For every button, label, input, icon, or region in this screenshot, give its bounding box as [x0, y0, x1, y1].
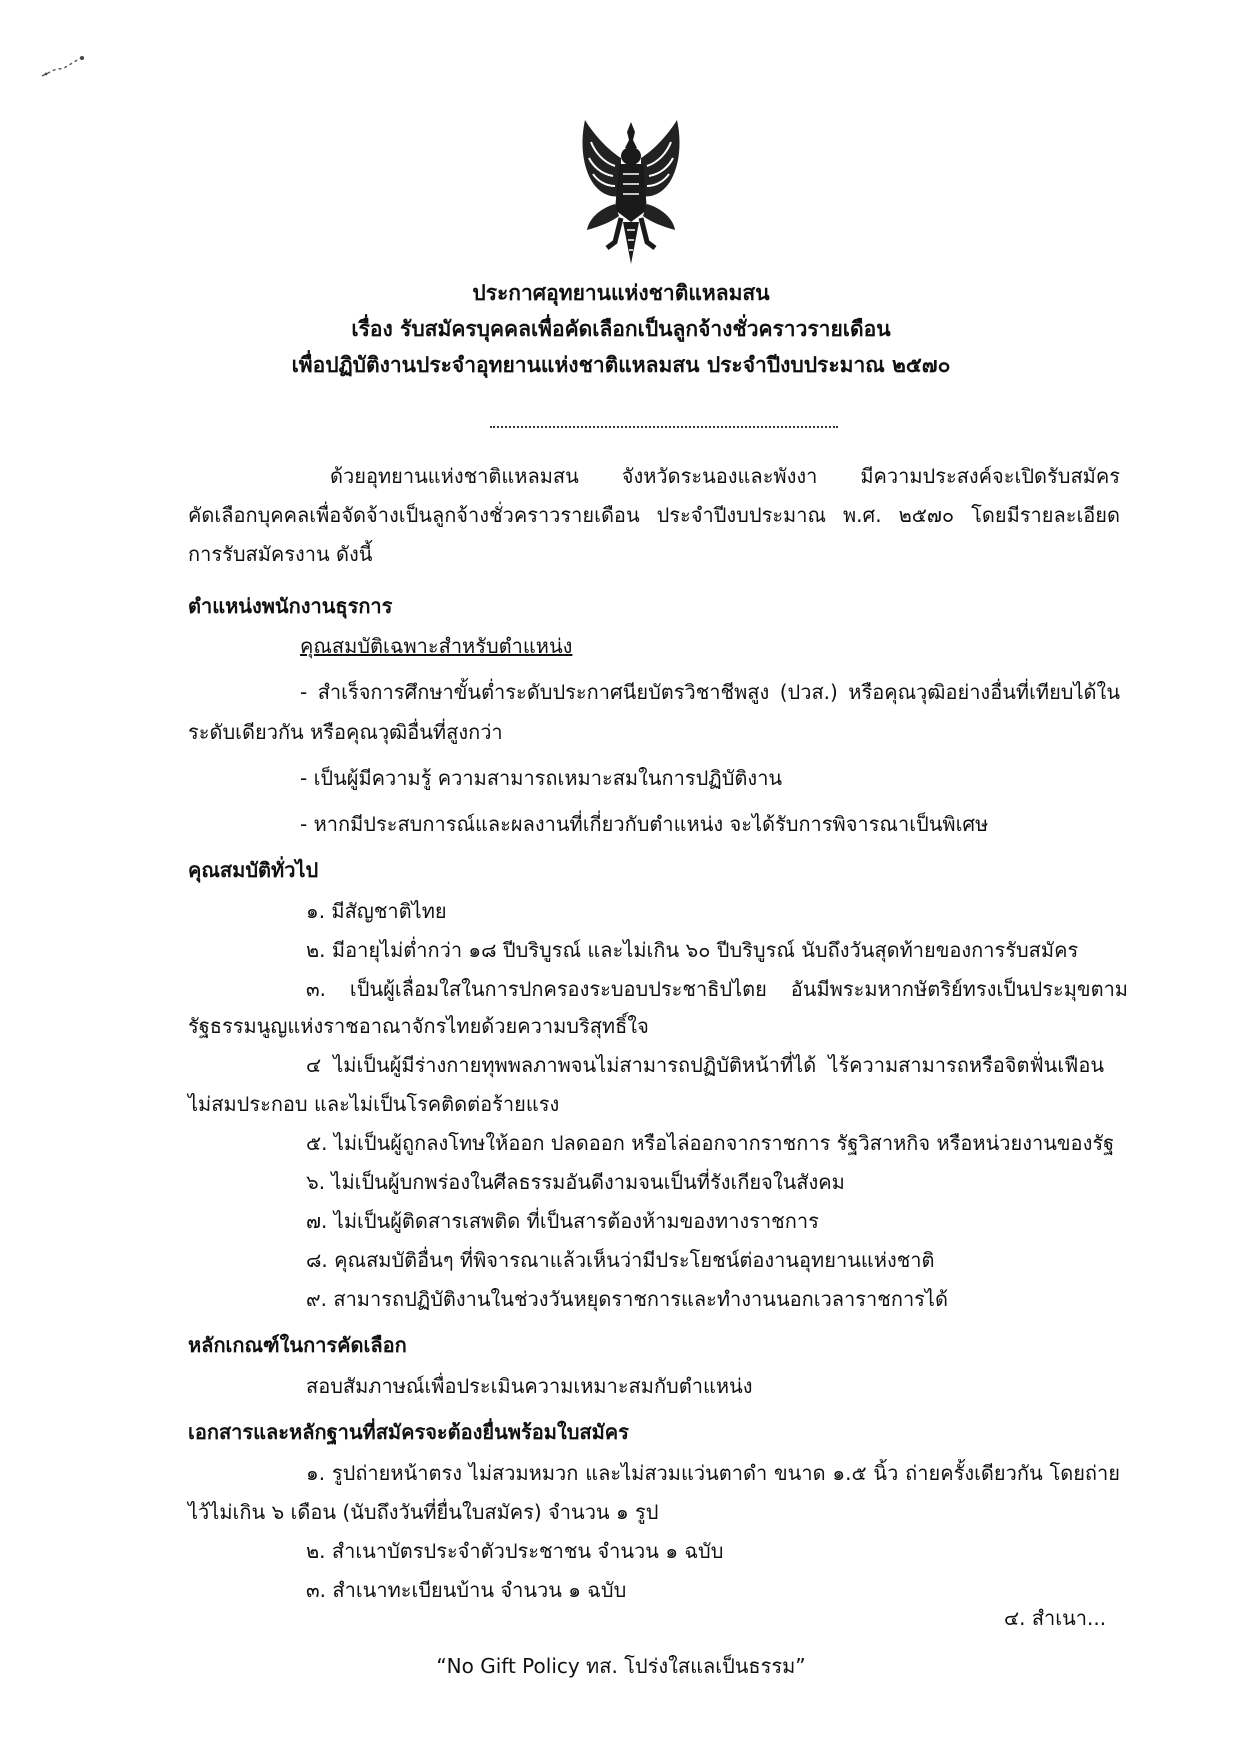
position-qualification-2: - เป็นผู้มีความรู้ ความสามารถเหมาะสมในการปฏิบัติงาน [300, 766, 783, 790]
criteria-heading: หลักเกณฑ์ในการคัดเลือก [188, 1333, 407, 1357]
footer-slogan: “No Gift Policy ทส. โปร่งใสแลเป็นธรรม” [436, 1654, 806, 1678]
documents-item-1a: ๑. รูปถ่ายหน้าตรง ไม่สวมหมวก และไม่สวมแว่นตาดำ ขนาด ๑.๕ นิ้ว ถ่ายครั้งเดียวกัน โดยถ่าย [306, 1461, 1120, 1485]
criteria-text: สอบสัมภาษณ์เพื่อประเมินความเหมาะสมกับตำแหน่ง [306, 1374, 753, 1398]
general-item-4a: ๔ ไม่เป็นผู้มีร่างกายทุพพลภาพจนไม่สามารถปฏิบัติหน้าที่ได้ ไร้ความสามารถหรือจิตฟั่นเฟือน [306, 1053, 1104, 1077]
documents-heading: เอกสารและหลักฐานที่สมัครจะต้องยื่นพร้อมใบสมัคร [188, 1420, 629, 1444]
general-item-3a: ๓. เป็นผู้เลื่อมใสในการปกครองระบอบประชาธิปไตย อันมีพระมหากษัตริย์ทรงเป็นประมุขตาม [306, 977, 1128, 1001]
general-item-9: ๙. สามารถปฏิบัติงานในช่วงวันหยุดราชการและทำงานนอกเวลาราชการได้ [306, 1287, 948, 1311]
general-item-3b: รัฐธรรมนูญแห่งราชอาณาจักรไทยด้วยความบริสุทธิ์ใจ [188, 1014, 649, 1038]
continued-marker: ๔. สำเนา... [1004, 1606, 1107, 1630]
intro-line-1: ด้วยอุทยานแห่งชาติแหลมสน จังหวัดระนองและพังงา มีความประสงค์จะเปิดรับสมัคร [330, 464, 1120, 488]
general-item-7: ๗. ไม่เป็นผู้ติดสารเสพติด ที่เป็นสารต้องห้ามของทางราชการ [306, 1209, 819, 1233]
announcement-title: ประกาศอุทยานแห่งชาติแหลมสน [472, 281, 770, 305]
intro-line-3: การรับสมัครงาน ดังนี้ [188, 542, 373, 566]
announcement-purpose: เพื่อปฏิบัติงานประจำอุทยานแห่งชาติแหลมสน ประจำปีงบประมาณ ๒๕๗๐ [291, 353, 951, 377]
position-qualification-1a: - สำเร็จการศึกษาขั้นต่ำระดับประกาศนียบัตรวิชาชีพสูง (ปวส.) หรือคุณวุฒิอย่างอื่นที่เทียบได้ใน [300, 680, 1120, 704]
position-qualification-3: - หากมีประสบการณ์และผลงานที่เกี่ยวกับตำแหน่ง จะได้รับการพิจารณาเป็นพิเศษ [300, 812, 989, 836]
documents-item-2: ๒. สำเนาบัตรประจำตัวประชาชน จำนวน ๑ ฉบับ [306, 1539, 724, 1563]
dotted-divider [490, 426, 838, 428]
general-item-6: ๖. ไม่เป็นผู้บกพร่องในศีลธรรมอันดีงามจนเป็นที่รังเกียจในสังคม [306, 1170, 845, 1194]
general-item-5: ๕. ไม่เป็นผู้ถูกลงโทษให้ออก ปลดออก หรือไล่ออกจากราชการ รัฐวิสาหกิจ หรือหน่วยงานของรัฐ [306, 1131, 1115, 1155]
position-subheading: คุณสมบัติเฉพาะสำหรับตำแหน่ง [300, 634, 573, 658]
garuda-emblem-icon [571, 118, 691, 266]
position-qualification-1b: ระดับเดียวกัน หรือคุณวุฒิอื่นที่สูงกว่า [188, 720, 503, 744]
scan-speck-mark [40, 52, 88, 82]
general-item-8: ๘. คุณสมบัติอื่นๆ ที่พิจารณาแล้วเห็นว่ามีประโยชน์ต่องานอุทยานแห่งชาติ [306, 1248, 935, 1272]
general-item-1: ๑. มีสัญชาติไทย [306, 899, 447, 923]
general-item-2: ๒. มีอายุไม่ต่ำกว่า ๑๘ ปีบริบูรณ์ และไม่เกิน ๖๐ ปีบริบูรณ์ นับถึงวันสุดท้ายของการรับสมัคร [306, 938, 1079, 962]
general-item-4b: ไม่สมประกอบ และไม่เป็นโรคติดต่อร้ายแรง [188, 1092, 560, 1116]
documents-item-1b: ไว้ไม่เกิน ๖ เดือน (นับถึงวันที่ยื่นใบสมัคร) จำนวน ๑ รูป [188, 1500, 659, 1524]
general-heading: คุณสมบัติทั่วไป [188, 858, 319, 882]
position-heading: ตำแหน่งพนักงานธุรการ [188, 594, 393, 618]
intro-line-2: คัดเลือกบุคคลเพื่อจัดจ้างเป็นลูกจ้างชั่วคราวรายเดือน ประจำปีงบประมาณ พ.ศ. ๒๕๗๐ โดยมีรายละเอียด [188, 503, 1120, 527]
documents-item-3: ๓. สำเนาทะเบียนบ้าน จำนวน ๑ ฉบับ [306, 1578, 627, 1602]
announcement-subject: เรื่อง รับสมัครบุคคลเพื่อคัดเลือกเป็นลูกจ้างชั่วคราวรายเดือน [351, 317, 891, 341]
